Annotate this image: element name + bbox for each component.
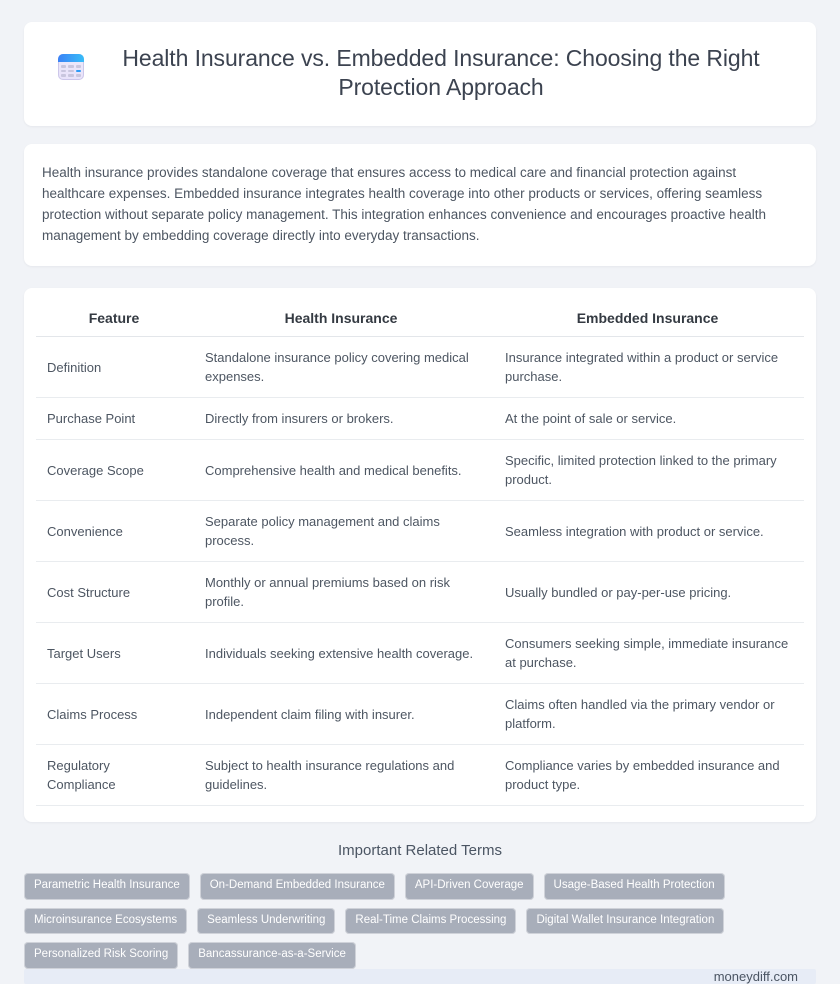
footer-site-name: moneydiff.com xyxy=(713,968,798,984)
row-embedded-value: Compliance varies by embedded insurance and product type. xyxy=(491,745,804,806)
comparison-table xyxy=(36,302,804,806)
calendar-cell xyxy=(61,70,66,73)
calendar-cell xyxy=(76,74,81,77)
related-term-chip[interactable]: Bancassurance-as-a-Service xyxy=(188,942,356,969)
row-health-value: Comprehensive health and medical benefits. xyxy=(191,440,491,501)
related-terms-section xyxy=(0,842,840,969)
related-term-chip[interactable]: Parametric Health Insurance xyxy=(24,873,190,900)
related-term-chip[interactable]: Microinsurance Ecosystems xyxy=(24,908,187,935)
related-term-chip[interactable]: On-Demand Embedded Insurance xyxy=(200,873,395,900)
row-feature-label: Target Users xyxy=(36,623,191,684)
calendar-cell xyxy=(61,65,66,68)
related-term-chip[interactable]: Real-Time Claims Processing xyxy=(345,908,516,935)
row-feature-label: Regulatory Compliance xyxy=(36,745,191,806)
row-feature-label: Cost Structure xyxy=(36,562,191,623)
table-row xyxy=(36,398,804,440)
header-inner xyxy=(58,44,782,102)
row-embedded-value: Specific, limited protection linked to the primary product. xyxy=(491,440,804,501)
related-terms-title: Important Related Terms xyxy=(338,842,502,859)
row-embedded-value: Seamless integration with product or service. xyxy=(491,501,804,562)
column-header-embedded-insurance: Embedded Insurance xyxy=(491,302,804,337)
row-health-value: Standalone insurance policy covering medical expenses. xyxy=(191,337,491,398)
row-health-value: Individuals seeking extensive health coverage. xyxy=(191,623,491,684)
row-feature-label: Convenience xyxy=(36,501,191,562)
row-feature-label: Purchase Point xyxy=(36,398,191,440)
calendar-cell xyxy=(68,65,73,68)
table-body xyxy=(36,337,804,806)
table-head xyxy=(36,302,804,337)
calendar-cell xyxy=(61,74,66,77)
calendar-cell xyxy=(68,70,73,73)
comparison-table-card xyxy=(24,288,816,822)
row-embedded-value: At the point of sale or service. xyxy=(491,398,804,440)
related-term-chip[interactable]: Usage-Based Health Protection xyxy=(544,873,725,900)
row-health-value: Subject to health insurance regulations and guidelines. xyxy=(191,745,491,806)
calendar-icon-header xyxy=(58,54,84,62)
header-card xyxy=(24,22,816,126)
row-health-value: Independent claim filing with insurer. xyxy=(191,684,491,745)
column-header-feature: Feature xyxy=(36,302,191,337)
row-health-value: Directly from insurers or brokers. xyxy=(191,398,491,440)
row-embedded-value: Insurance integrated within a product or service purchase. xyxy=(491,337,804,398)
related-term-chip[interactable]: Seamless Underwriting xyxy=(197,908,335,935)
calendar-cell xyxy=(68,74,73,77)
table-row xyxy=(36,337,804,398)
table-row xyxy=(36,745,804,806)
description-card xyxy=(24,144,816,266)
row-health-value: Monthly or annual premiums based on risk profile. xyxy=(191,562,491,623)
calendar-icon-grid xyxy=(61,65,81,77)
footer-bar xyxy=(24,969,816,984)
row-embedded-value: Consumers seeking simple, immediate insurance at purchase. xyxy=(491,623,804,684)
table-row xyxy=(36,623,804,684)
calendar-cell xyxy=(76,65,81,68)
table-row xyxy=(36,562,804,623)
related-terms-chip-list xyxy=(24,873,816,969)
row-health-value: Separate policy management and claims process. xyxy=(191,501,491,562)
table-row xyxy=(36,440,804,501)
table-header-row xyxy=(36,302,804,337)
related-term-chip[interactable]: Digital Wallet Insurance Integration xyxy=(526,908,724,935)
calendar-cell-highlighted xyxy=(76,70,81,73)
row-feature-label: Definition xyxy=(36,337,191,398)
page-title: Health Insurance vs. Embedded Insurance: Choosing the Right Protection Approach xyxy=(122,45,760,100)
related-term-chip[interactable]: Personalized Risk Scoring xyxy=(24,942,178,969)
table-row xyxy=(36,684,804,745)
related-term-chip[interactable]: API-Driven Coverage xyxy=(405,873,534,900)
row-embedded-value: Claims often handled via the primary vendor or platform. xyxy=(491,684,804,745)
description-text: Health insurance provides standalone coverage that ensures access to medical care and financial protection against healthcare expenses. Embedded insurance integrates health coverage into other products or services, offering seamless protection without separate policy management. This integration enhances convenience and encourages proactive health management by embedding coverage directly into everyday transactions. xyxy=(42,165,766,243)
row-embedded-value: Usually bundled or pay-per-use pricing. xyxy=(491,562,804,623)
calendar-icon xyxy=(58,54,84,80)
row-feature-label: Coverage Scope xyxy=(36,440,191,501)
table-row xyxy=(36,501,804,562)
row-feature-label: Claims Process xyxy=(36,684,191,745)
column-header-health-insurance: Health Insurance xyxy=(191,302,491,337)
